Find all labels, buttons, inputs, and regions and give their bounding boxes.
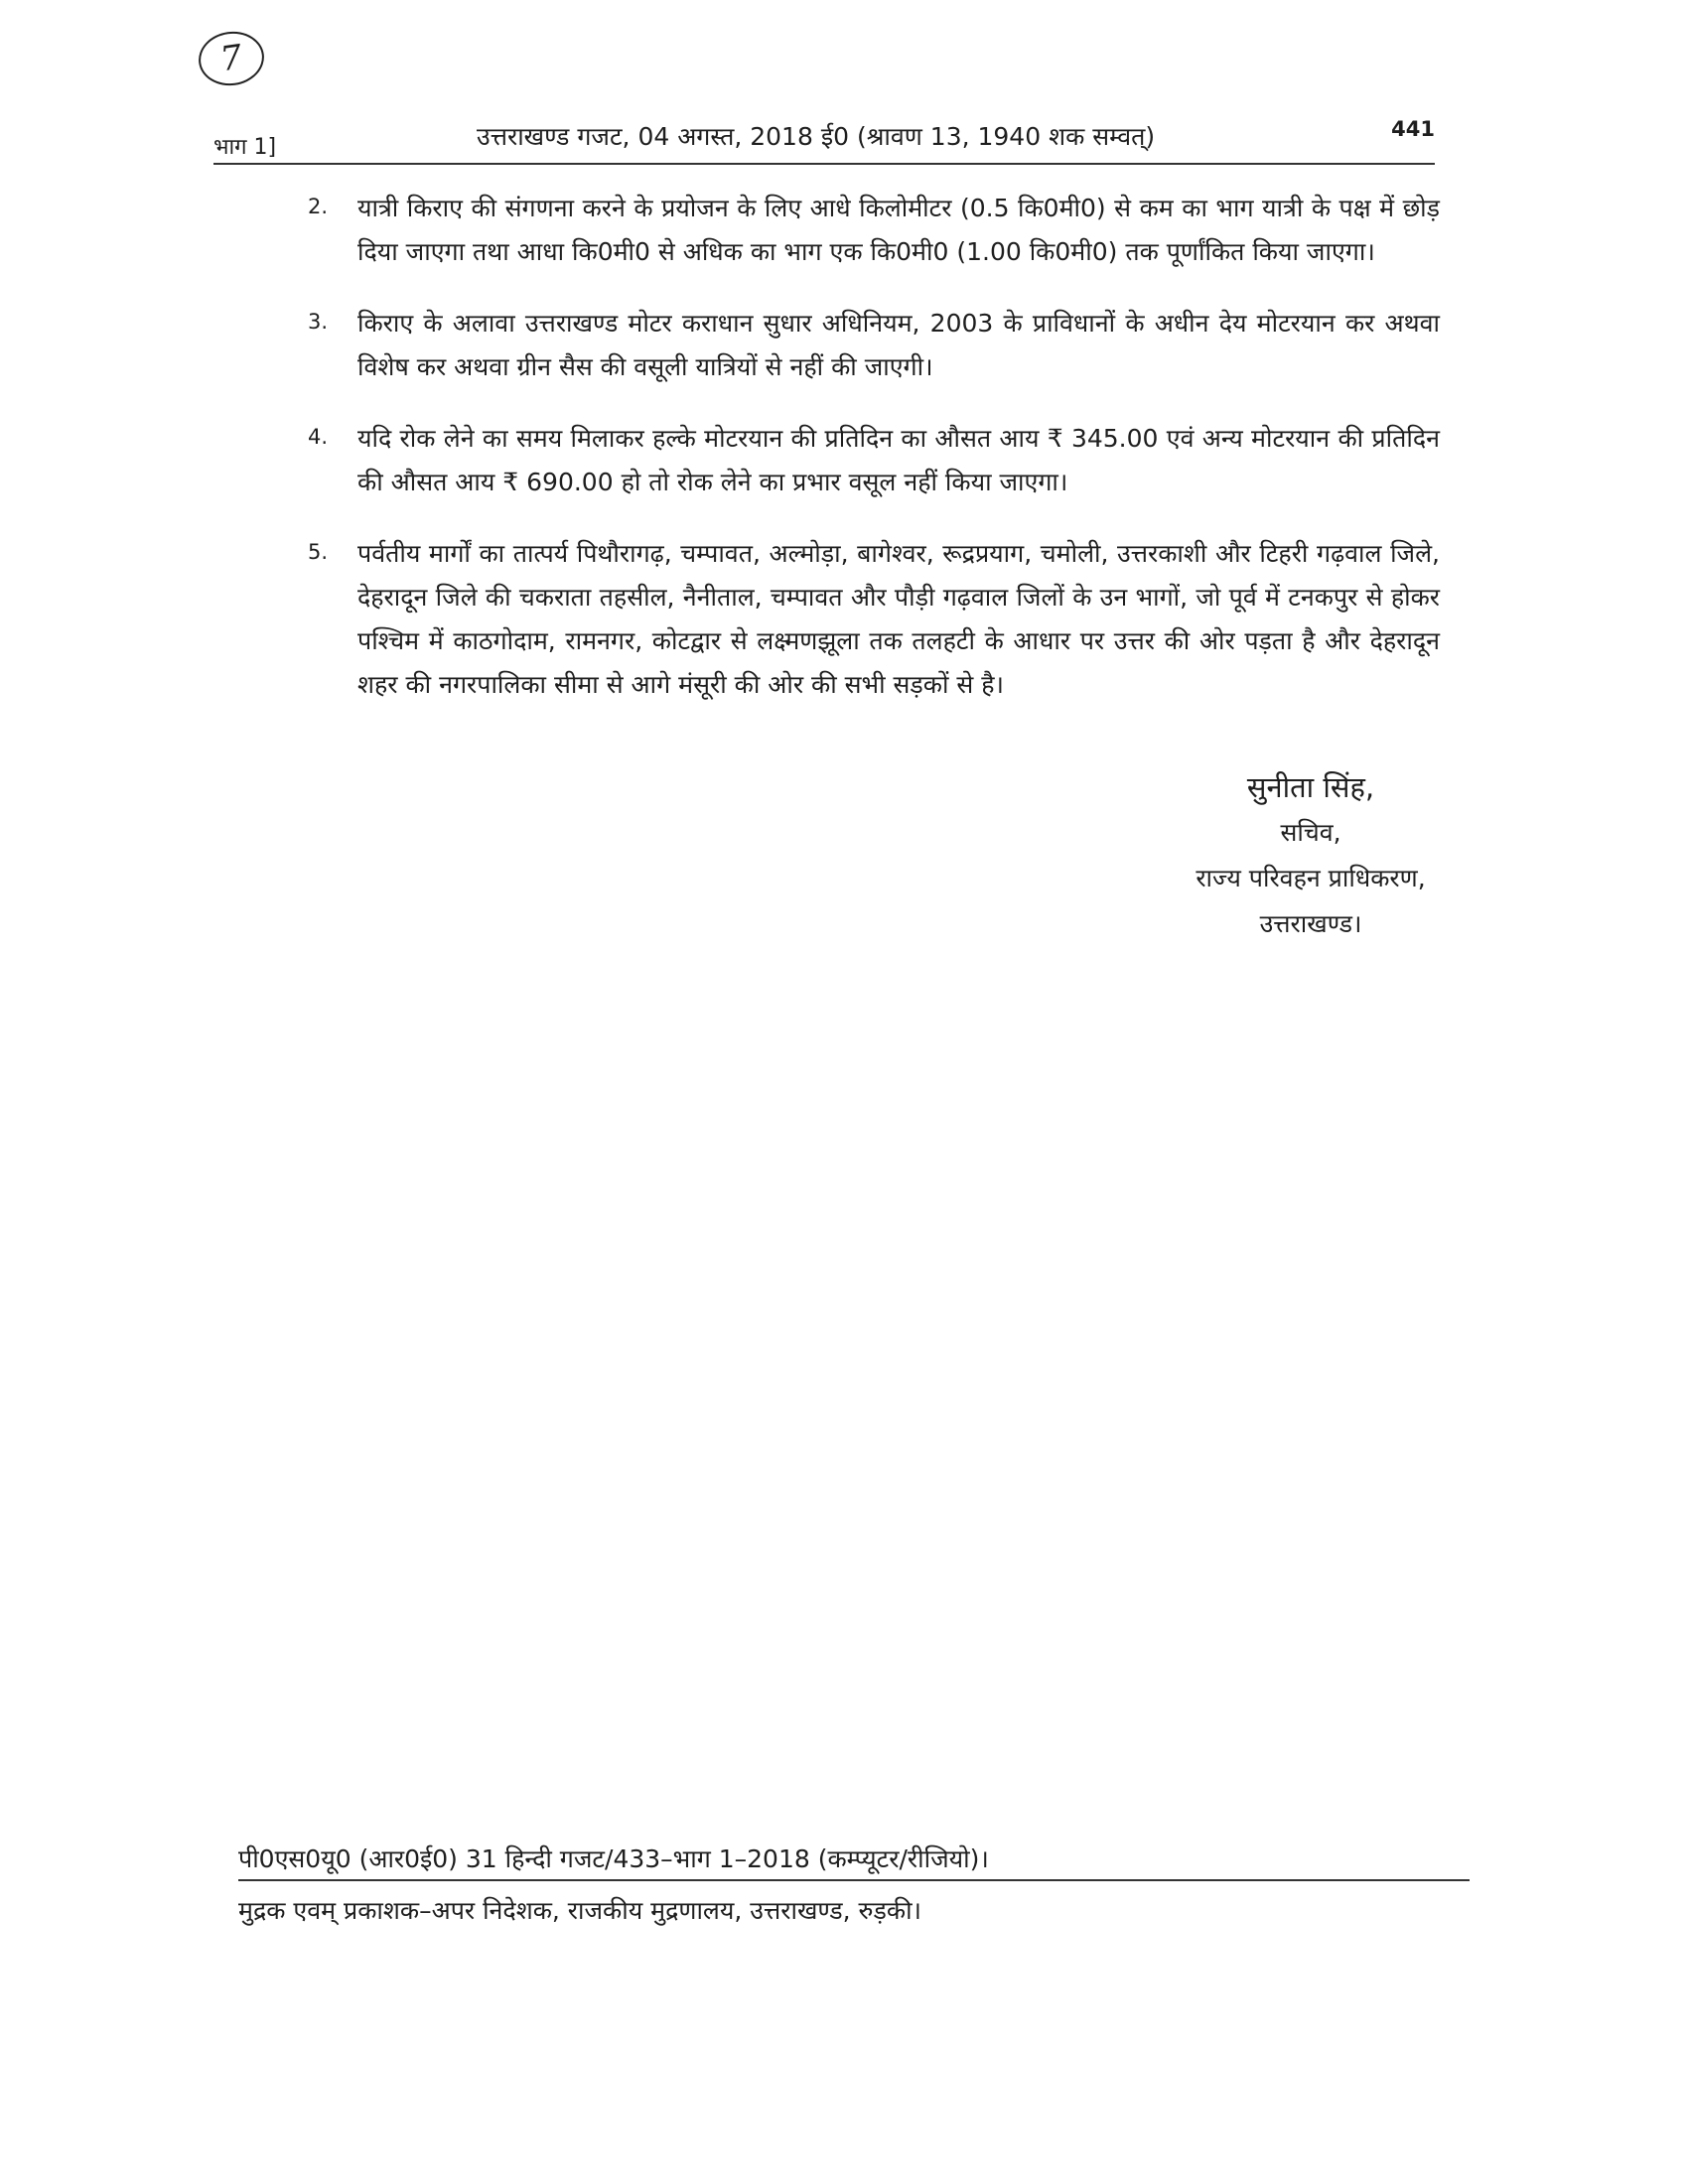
clause-number: 3. <box>308 310 329 334</box>
clause-number: 2. <box>308 195 329 218</box>
handwritten-page-mark <box>196 28 268 90</box>
signatory-designation: सचिव, <box>1280 818 1341 847</box>
footer-divider <box>238 1879 1470 1881</box>
signatory-state: उत्तराखण्ड। <box>1259 909 1362 938</box>
clause-text: पर्वतीय मार्गों का तात्पर्य पिथौरागढ़, चम्पावत, अल्मोड़ा, बागेश्वर, रूद्रप्रयाग, चमोली, उत्तरकाशी और टिहरी गढ़वाल जिले, देहरादून जिले की चकराता तहसील, नैनीताल, चम्पावत और पौड़ी गढ़वाल जिलों के उन भागों, जो पूर्व में टनकपुर से होकर पश्चिम में काठगोदाम, रामनगर, कोटद्वार से लक्ष्मणझूला तक तलहटी के आधार पर उत्तर की ओर पड़ता है और देहरादून शहर की नगरपालिका सीमा से आगे मंसूरी की ओर की सभी सड़कों से है। <box>357 539 1440 699</box>
signatory-name: सुनीता सिंह, <box>1246 770 1375 804</box>
clause-number: 4. <box>308 425 329 449</box>
signature-block <box>1162 764 1460 947</box>
header-part-label: भाग 1] <box>213 135 277 160</box>
clause-item <box>308 417 1440 504</box>
header-divider <box>213 163 1435 165</box>
clause-item <box>308 187 1440 274</box>
page-number: 441 <box>1391 117 1435 141</box>
clause-text: किराए के अलावा उत्तराखण्ड मोटर कराधान सुधार अधिनियम, 2003 के प्राविधानों के अधीन देय मोटरयान कर अथवा विशेष कर अथवा ग्रीन सैस की वसूली यात्रियों से नहीं की जाएगी। <box>357 309 1440 381</box>
handwritten-mark-text: 7 <box>217 37 245 80</box>
clause-text: यात्री किराए की संगणना करने के प्रयोजन के लिए आधे किलोमीटर (0.5 कि0मी0) से कम का भाग यात्री के पक्ष में छोड़ दिया जाएगा तथा आधा कि0मी0 से अधिक का भाग एक कि0मी0 (1.00 कि0मी0) तक पूर्णांकित किया जाएगा। <box>357 194 1440 266</box>
signatory-office: राज्य परिवहन प्राधिकरण, <box>1196 864 1426 892</box>
page-header <box>213 117 1435 163</box>
clause-number: 5. <box>308 540 329 564</box>
clause-item <box>308 302 1440 389</box>
print-reference: पी0एस0यू0 (आर0ई0) 31 हिन्दी गजट/433–भाग 1–2018 (कम्प्यूटर/रीजियो)। <box>238 1844 989 1873</box>
numbered-clauses <box>308 187 1440 735</box>
header-title: उत्तराखण्ड गजट, 04 अगस्त, 2018 ई0 (श्रावण 13, 1940 शक सम्वत्) <box>477 122 1156 151</box>
clause-item <box>308 532 1440 707</box>
clause-text: यदि रोक लेने का समय मिलाकर हल्के मोटरयान की प्रतिदिन का औसत आय ₹ 345.00 एवं अन्य मोटरयान की प्रतिदिन की औसत आय ₹ 690.00 हो तो रोक लेने का प्रभार वसूल नहीं किया जाएगा। <box>357 424 1440 496</box>
publisher-line: मुद्रक एवम् प्रकाशक–अपर निदेशक, राजकीय मुद्रणालय, उत्तराखण्ड, रुड़की। <box>238 1896 922 1925</box>
